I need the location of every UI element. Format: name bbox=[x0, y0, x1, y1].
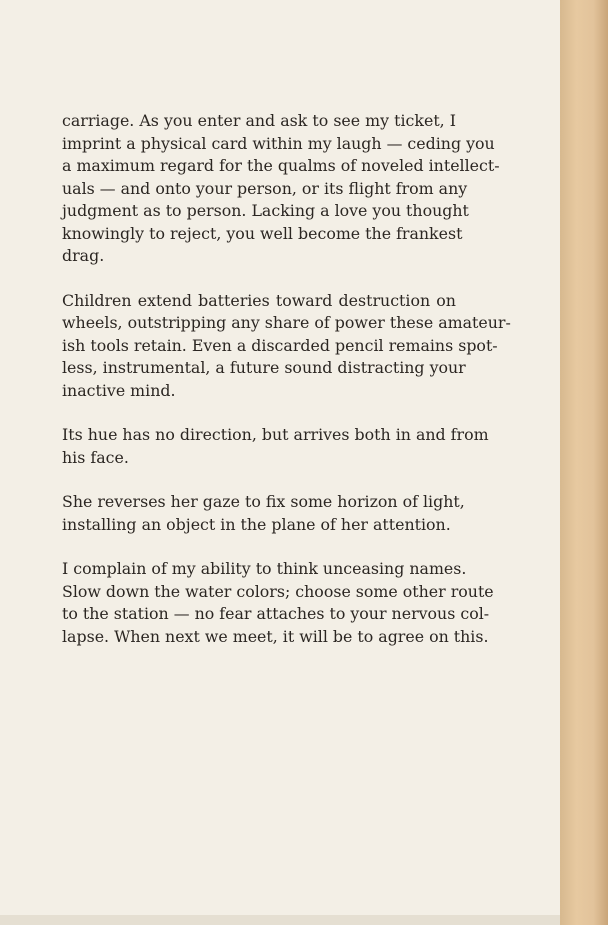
text-line: less, instrumental, a future sound distracting your bbox=[62, 358, 466, 377]
text-line: inactive mind. bbox=[62, 380, 176, 400]
paragraph-3 bbox=[62, 424, 489, 469]
text-line: his face. bbox=[62, 447, 129, 467]
text-line: ish tools retain. Even a discarded pencil remains spot- bbox=[62, 335, 498, 355]
text-line: knowingly to reject, you well become the frankest bbox=[62, 223, 463, 243]
text-line: a maximum regard for the qualms of noveled intellect- bbox=[62, 156, 500, 175]
text-line: She reverses her gaze to fix some horizon of light, bbox=[62, 492, 465, 511]
text-line: wheels, outstripping any share of power these amateur- bbox=[62, 313, 511, 332]
text-line: to the station — no fear attaches to your nervous col- bbox=[62, 604, 490, 623]
text-line: Children extend batteries toward destruction on bbox=[62, 290, 456, 310]
text-line: imprint a physical card within my laugh — ceding you bbox=[62, 133, 495, 153]
text-line: uals — and onto your person, or its flight from any bbox=[62, 178, 468, 198]
text-line: lapse. When next we meet, it will be to agree on this. bbox=[62, 626, 489, 646]
text-line: carriage. As you enter and ask to see my ticket, I bbox=[62, 111, 456, 130]
paragraph-2 bbox=[62, 290, 511, 403]
paragraph-5 bbox=[62, 558, 494, 648]
page-text bbox=[62, 110, 511, 670]
text-line: Its hue has no direction, but arrives both in and from bbox=[62, 425, 489, 444]
bottom-edge bbox=[0, 915, 560, 925]
paragraph-1 bbox=[62, 110, 500, 268]
text-line: I complain of my ability to think unceasing names. bbox=[62, 559, 467, 578]
text-line: Slow down the water colors; choose some other route bbox=[62, 581, 494, 601]
text-line: installing an object in the plane of her attention. bbox=[62, 514, 451, 534]
paragraph-4 bbox=[62, 491, 465, 536]
page-edge bbox=[560, 0, 608, 925]
text-line: judgment as to person. Lacking a love you thought bbox=[62, 201, 469, 220]
text-line: drag. bbox=[62, 246, 105, 265]
